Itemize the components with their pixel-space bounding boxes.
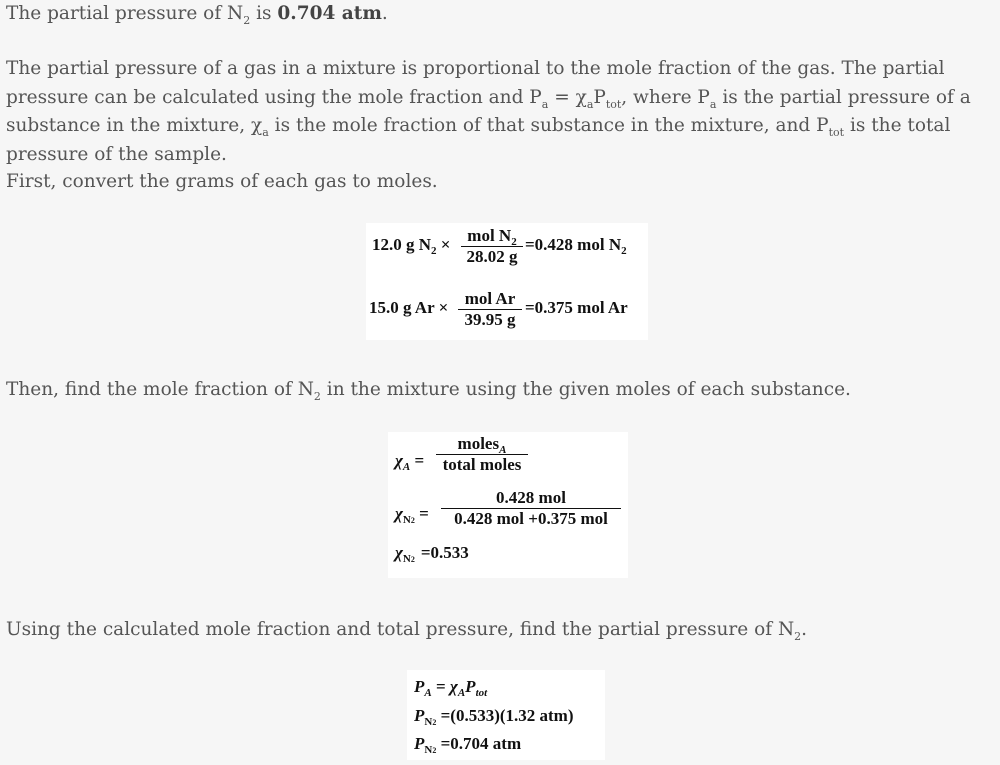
pn2-substitution: $P_{N2} =(0.533)(1.32$ atm) — [414, 706, 574, 728]
chi-a-fraction: moles$_A$ total moles — [436, 434, 528, 475]
pn2-result: $P_{N2} =0.704$ atm — [414, 734, 522, 756]
ar-result: =0.375 mol Ar — [525, 298, 628, 317]
chi-n2-result: $\chi_{N2} =0.533$ — [395, 543, 469, 565]
answer-statement: The partial pressure of $N_2$ is 0.704 atm. — [6, 3, 388, 27]
pa-formula: $P_A = \chi_AP_{tot}$ — [414, 677, 488, 699]
step1-text: First, convert the grams of each gas to moles. — [6, 171, 438, 192]
n2-lhs: 12.0 g $N_2$ × — [372, 235, 451, 257]
step3-text: Using the calculated mole fraction and total pressure, find the partial pressure of $N_2$. — [6, 619, 808, 643]
ar-fraction: mol Ar 39.95 g — [458, 289, 522, 330]
chi-n2-label: $\chi_{N2}$ = — [395, 504, 429, 526]
step2-text: Then, find the mole fraction of $N_2$ in the mixture using the given moles of each substance. — [6, 379, 851, 403]
ar-lhs: 15.0 g Ar × — [369, 298, 449, 317]
answer-value: 0.704 atm — [277, 3, 382, 24]
n2-result: =0.428 mol $N_2$ — [525, 235, 627, 257]
mole-fraction-equations — [388, 432, 628, 578]
chi-n2-fraction: 0.428 mol 0.428 mol +0.375 mol — [441, 488, 621, 529]
chi-a-def: $\chi_A$ = — [395, 451, 425, 473]
n2-fraction: mol $N_2$ 28.02 g — [461, 226, 523, 267]
partial-pressure-equations — [407, 670, 605, 760]
explanation-paragraph: The partial pressure of a gas in a mixture is proportional to the mole fraction of the gas. The partial pressure can be calculated using the mole fraction and $P_a = \chi_aP_{tot}$, where $P_a$ is the partial pressure of a substance in the mixture, $\chi_a$ is the mole fraction of that substance in the mixture, and $P_{tot}$ is the total pressure of the sample. — [6, 58, 971, 165]
conversion-equations — [366, 223, 648, 340]
